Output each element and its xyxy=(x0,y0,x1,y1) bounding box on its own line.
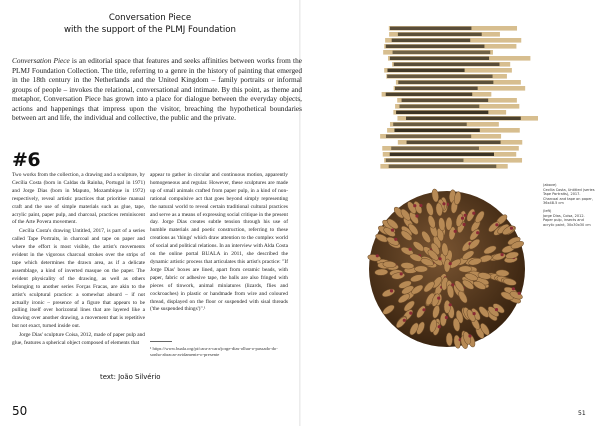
section-subtitle: with the support of the PLMJ Foundation xyxy=(64,25,236,35)
caption-left-label: (left) xyxy=(543,208,552,213)
caption-above xyxy=(543,183,595,206)
article-paragraph: Two works from the collection, a drawing and a sculpture, by Cecília Costa (born in Caldas da Rainha, Portugal in 1971) and Jorge Dias (born in Maputo, Mozambique in 1972) respectively, reveal artistic practices that prioritise manual craft and the use of simple materials such as glue, tape, acrylic paint, paper pulp, and charcoal, practices reminiscent of the Arte Povera movement. xyxy=(12,172,145,226)
caption-left xyxy=(543,209,595,227)
article-number: #6 xyxy=(12,149,41,171)
section-header xyxy=(12,12,288,36)
coisa-sculpture xyxy=(360,186,534,352)
footnote: ¹ https://www.buala.org/pt/cara-a-cara/jorge-dias-olhar-o-passado-do-sonho-abracar-avidamente-o-presente xyxy=(150,346,278,358)
footnote-divider xyxy=(150,341,172,342)
caption-above-label: (above) xyxy=(543,183,557,187)
caption-above-text: Cecília Costa, Untitled (series Tape Portraits), 2017. Charcoal and tape on paper, 36x48.5 cm xyxy=(543,187,595,206)
article-paragraph: appear to gather in circular and continuous motion, apparently homogeneous and regular. However, these sculptures are made up of small animals crafted from paper pulp, in a kind of non-rational compulsive act that goes beyond simply representing the natural world to reveal certain traditional cultural practices and serve as a means of expressing social critique in the present day. Jorge Dias creates subtle tension through his use of humble materials and poetic construction, referring to these creations as 'things' which draw attention to the complex world of social and political relations. In an interview with Alda Costa on the online portal BUALA in 2011, she described the dynamic artistic process that articulates this artist's practice: "If Jorge Dias' boxes are lined, apart from ceramic beads, with paper, fabric or adhesive tape, the balls are also fringed with pieces of tinwork, animal miniatures (lizards, flies and cockroaches) in plastic or handmade from wire and coloured thread, displayed on the floor or suspended with sisal threads ('the suspended things')".¹ xyxy=(150,172,288,313)
caption-left-text: Jorge Dias, Coisa, 2012. Paper pulp, insects and acrylic paint, 30x30x30 cm xyxy=(543,213,591,227)
image-captions xyxy=(543,183,595,230)
page-number-left: 50 xyxy=(12,404,28,418)
intro-title: Conversation Piece xyxy=(12,56,70,65)
article-paragraph: Cecília Costa's drawing Untitled, 2017, is part of a series called Tape Portraits, in charcoal and tape on paper and where the effort is most visible, the artist's movements evident in the vigorous charcoal strokes over the strips of tape which determines the drawn area, as if a delicate assemblage, a kind of inverted masque on the paper. The evident physicality of the drawing, as well as others belonging to another series Forças Fracas, are akin to the artist's sculptural practice: a somewhat absurd – if not actually ironic – presence of a figure that appears to be pulling itself over horizontal lines that are layered like a drawing over another drawing, a movement that is repetitive but not exact, turned inside out. xyxy=(12,228,145,330)
section-title: Conversation Piece xyxy=(108,13,192,23)
article-paragraph: Jorge Dias' sculpture Coisa, 2012, made of paper pulp and glue, features a spherical object composed of elements that xyxy=(12,332,145,347)
article-column-2 xyxy=(150,172,288,315)
article-column-1 xyxy=(12,172,145,349)
tape-portrait-drawing xyxy=(372,22,538,172)
page-number-right: 51 xyxy=(578,410,586,417)
author-credit: text: João Silvério xyxy=(100,373,161,381)
intro-paragraph xyxy=(12,56,302,123)
intro-text: is an editorial space that features and seeks affinities between works from the PLMJ Foundation Collection. The title, referring to a genre in the history of painting that emerged in the 18th century in the Netherlands and the United Kingdom – family portraits or informal groups of people – invokes the relational, conversational and intimate. By this point, as theme and metaphor, Conversation Piece has grown into a place for dialogue between the everyday objects, actions and happenings that impress upon the visitor, breaching the hypothetical boundaries between art and life, the individual and collective, the public and the private. xyxy=(12,56,302,122)
